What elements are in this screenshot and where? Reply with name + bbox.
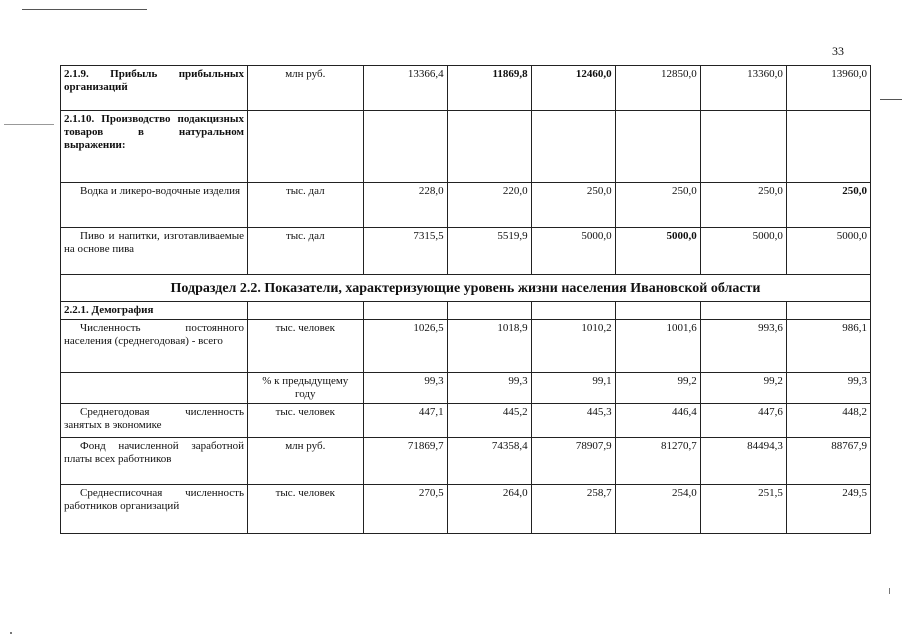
value-cell: 264,0 bbox=[447, 485, 531, 534]
value-cell: 78907,9 bbox=[531, 438, 615, 485]
table-row-staff bbox=[61, 485, 871, 534]
empty-cell bbox=[61, 373, 248, 404]
value-cell: 5519,9 bbox=[447, 228, 531, 275]
scan-artifact-right bbox=[880, 99, 902, 100]
row-unit: тыс. человек bbox=[248, 485, 364, 534]
value-cell: 12850,0 bbox=[615, 66, 700, 111]
value-cell: 99,3 bbox=[363, 373, 447, 404]
value-cell: 5000,0 bbox=[700, 228, 786, 275]
value-cell: 81270,7 bbox=[615, 438, 700, 485]
row-unit: млн руб. bbox=[248, 66, 364, 111]
value-cell: 1018,9 bbox=[447, 320, 531, 373]
table-row-population-pct bbox=[61, 373, 871, 404]
empty-cell bbox=[363, 302, 447, 320]
value-cell: 250,0 bbox=[615, 183, 700, 228]
value-cell: 254,0 bbox=[615, 485, 700, 534]
row-label: Пиво и напитки, изготавливаемые на основе пива bbox=[61, 228, 248, 275]
value-cell: 445,2 bbox=[447, 404, 531, 438]
empty-cell bbox=[615, 302, 700, 320]
empty-cell bbox=[248, 111, 364, 183]
row-unit: тыс. человек bbox=[248, 320, 364, 373]
value-cell: 71869,7 bbox=[363, 438, 447, 485]
row-unit: тыс. дал bbox=[248, 183, 364, 228]
value-cell: 270,5 bbox=[363, 485, 447, 534]
value-cell: 251,5 bbox=[700, 485, 786, 534]
value-cell: 250,0 bbox=[786, 183, 870, 228]
empty-cell bbox=[615, 111, 700, 183]
indicators-table bbox=[60, 65, 871, 534]
empty-cell bbox=[363, 111, 447, 183]
empty-cell bbox=[531, 302, 615, 320]
table-row-demography bbox=[61, 302, 871, 320]
row-unit: тыс. дал bbox=[248, 228, 364, 275]
empty-cell bbox=[700, 111, 786, 183]
empty-cell bbox=[447, 111, 531, 183]
value-cell: 986,1 bbox=[786, 320, 870, 373]
value-cell: 13360,0 bbox=[700, 66, 786, 111]
value-cell: 446,4 bbox=[615, 404, 700, 438]
value-cell: 220,0 bbox=[447, 183, 531, 228]
empty-cell bbox=[786, 111, 870, 183]
value-cell: 13960,0 bbox=[786, 66, 870, 111]
value-cell: 11869,8 bbox=[447, 66, 531, 111]
value-cell: 258,7 bbox=[531, 485, 615, 534]
value-cell: 447,6 bbox=[700, 404, 786, 438]
value-cell: 74358,4 bbox=[447, 438, 531, 485]
table-row-employed bbox=[61, 404, 871, 438]
value-cell: 445,3 bbox=[531, 404, 615, 438]
value-cell: 5000,0 bbox=[531, 228, 615, 275]
value-cell: 249,5 bbox=[786, 485, 870, 534]
row-label: Среднегодовая численность занятых в экономике bbox=[61, 404, 248, 438]
table-row-population bbox=[61, 320, 871, 373]
value-cell: 1026,5 bbox=[363, 320, 447, 373]
value-cell: 250,0 bbox=[531, 183, 615, 228]
empty-cell bbox=[700, 302, 786, 320]
value-cell: 1001,6 bbox=[615, 320, 700, 373]
value-cell: 228,0 bbox=[363, 183, 447, 228]
empty-cell bbox=[786, 302, 870, 320]
value-cell: 5000,0 bbox=[615, 228, 700, 275]
value-cell: 84494,3 bbox=[700, 438, 786, 485]
value-cell: 12460,0 bbox=[531, 66, 615, 111]
value-cell: 447,1 bbox=[363, 404, 447, 438]
empty-cell bbox=[248, 302, 364, 320]
table-row-subsection bbox=[61, 275, 871, 302]
value-cell: 88767,9 bbox=[786, 438, 870, 485]
page-number: 33 bbox=[832, 44, 844, 58]
row-label: Среднесписочная численность работников организаций bbox=[61, 485, 248, 534]
value-cell: 1010,2 bbox=[531, 320, 615, 373]
value-cell: 99,3 bbox=[447, 373, 531, 404]
value-cell: 13366,4 bbox=[363, 66, 447, 111]
value-cell: 99,3 bbox=[786, 373, 870, 404]
row-label: 2.2.1. Демография bbox=[61, 302, 248, 320]
scan-artifact-tick bbox=[10, 632, 12, 634]
scan-artifact-tick bbox=[889, 588, 890, 594]
empty-cell bbox=[447, 302, 531, 320]
value-cell: 99,2 bbox=[700, 373, 786, 404]
table-row-beer bbox=[61, 228, 871, 275]
row-unit: тыс. человек bbox=[248, 404, 364, 438]
value-cell: 99,2 bbox=[615, 373, 700, 404]
scan-artifact-top bbox=[22, 9, 147, 10]
row-label: Численность постоянного населения (среднегодовая) - всего bbox=[61, 320, 248, 373]
table-row-wage-fund bbox=[61, 438, 871, 485]
table-row-profit bbox=[61, 66, 871, 111]
empty-cell bbox=[531, 111, 615, 183]
value-cell: 7315,5 bbox=[363, 228, 447, 275]
row-label: Водка и ликеро-водочные изделия bbox=[61, 183, 248, 228]
row-label: 2.1.9. Прибыль прибыльных организаций bbox=[61, 66, 248, 111]
row-unit: % к предыдущему году bbox=[248, 373, 364, 404]
table-row-vodka bbox=[61, 183, 871, 228]
value-cell: 993,6 bbox=[700, 320, 786, 373]
subsection-title: Подраздел 2.2. Показатели, характеризующие уровень жизни населения Ивановской области bbox=[61, 275, 871, 302]
value-cell: 5000,0 bbox=[786, 228, 870, 275]
scan-artifact-left bbox=[4, 124, 54, 125]
row-unit: млн руб. bbox=[248, 438, 364, 485]
value-cell: 448,2 bbox=[786, 404, 870, 438]
table-row-excise bbox=[61, 111, 871, 183]
row-label: 2.1.10. Производство подакцизных товаров в натуральном выражении: bbox=[61, 111, 248, 183]
row-label: Фонд начисленной заработной платы всех работников bbox=[61, 438, 248, 485]
value-cell: 99,1 bbox=[531, 373, 615, 404]
value-cell: 250,0 bbox=[700, 183, 786, 228]
